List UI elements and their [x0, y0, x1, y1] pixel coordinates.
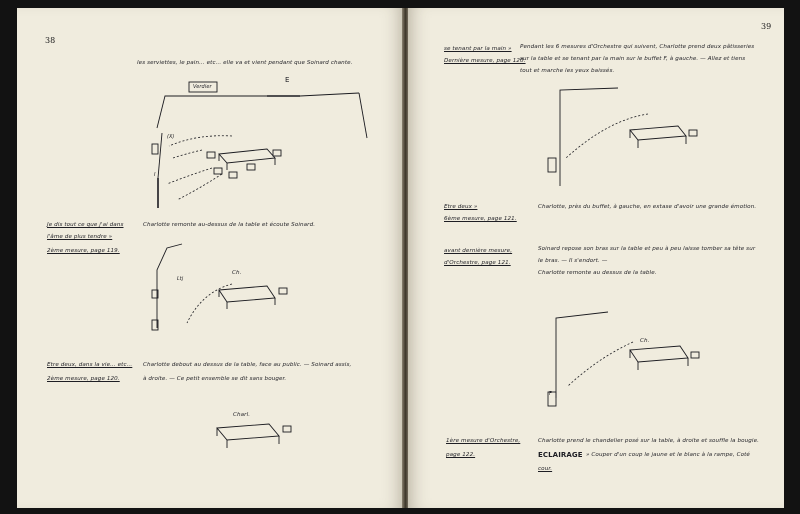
left-header-line: les serviettes, le pain... etc... elle va et vient pendant que Soinard chante.	[137, 60, 353, 66]
direction-line: tout et marche les yeux baissés.	[520, 68, 615, 74]
cue-line: 2ème mesure, page 120.	[47, 376, 120, 382]
cue-line: d'Orchestre, page 121.	[444, 260, 511, 266]
right-page	[408, 8, 784, 508]
stage-diagram-3	[217, 424, 291, 448]
cue-line: Etre deux »	[444, 204, 478, 210]
cue-line: Je dis tout ce que j'ai dans	[47, 222, 124, 228]
direction-line: Charlotte prend le chandelier posé sur la table, à droite et souffle la bougie.	[538, 438, 759, 444]
stage-diagram-1	[152, 82, 367, 208]
svg-text:Ltj: Ltj	[177, 276, 184, 282]
direction-line: Charlotte, près du buffet, à gauche, en extase d'avoir une grande émotion.	[538, 204, 757, 210]
direction-line: Pendant les 6 mesures d'Orchestre qui suivent, Charlotte prend deux pâtisseries	[520, 44, 755, 50]
letter-e-label: E	[285, 76, 290, 84]
direction-line: sur la table et se tenant par la main sur le buffet F, à gauche. — Allez et tiens	[520, 56, 746, 62]
eclairage-label: ECLAIRAGE	[538, 451, 583, 459]
direction-line: Soinard repose son bras sur la table et peu à peu laisse tomber sa tête sur	[538, 246, 756, 252]
cue-line: 1ère mesure d'Orchestre,	[446, 438, 521, 444]
page-number-left: 38	[45, 36, 56, 45]
eclairage-text: » Couper d'un coup le jaune et le blanc à la rampe, Coté	[586, 452, 750, 458]
left-page	[17, 8, 403, 508]
eclairage-text-2: cour.	[538, 466, 553, 472]
small-label-ch-left: Ch.	[232, 270, 242, 276]
small-label-charl: Charl.	[233, 412, 251, 418]
svg-text:(X): (X)	[167, 134, 175, 140]
direction-line: à droite. — Ce petit ensemble se dit sans bouger.	[143, 376, 287, 382]
cue-line: page 122.	[446, 452, 476, 458]
direction-line: Charlotte remonte au-dessus de la table et écoute Soinard.	[143, 222, 316, 228]
stage-diagram-r2	[548, 312, 699, 406]
cue-line: 6ème mesure, page 121.	[444, 216, 517, 222]
cue-line: se tenant par la main »	[444, 46, 512, 52]
direction-line: le bras. — Il s'endort. —	[538, 258, 608, 264]
page-number-right: 39	[761, 22, 772, 31]
direction-line: Charlotte debout au dessus de la table, face au public. — Soinard assis,	[143, 362, 352, 368]
stage-diagram-2	[152, 244, 287, 330]
verdier-label: Verdier	[193, 84, 212, 90]
left-stage-diagrams	[17, 8, 403, 508]
cue-line: 2ème mesure, page 119.	[47, 248, 120, 254]
cue-line: Etre deux, dans la vie... etc...	[47, 362, 133, 368]
cue-line: l'âme de plus tendre »	[47, 234, 113, 240]
cue-line: Dernière mesure, page 120.	[444, 58, 526, 64]
cue-line: avant dernière mesure,	[444, 248, 513, 254]
small-label-ch-right: Ch.	[640, 338, 650, 344]
direction-line: Charlotte remonte au dessus de la table.	[538, 270, 657, 276]
small-label-f: F	[549, 391, 552, 397]
svg-text:I: I	[154, 172, 156, 178]
stage-diagram-r1	[548, 88, 697, 186]
